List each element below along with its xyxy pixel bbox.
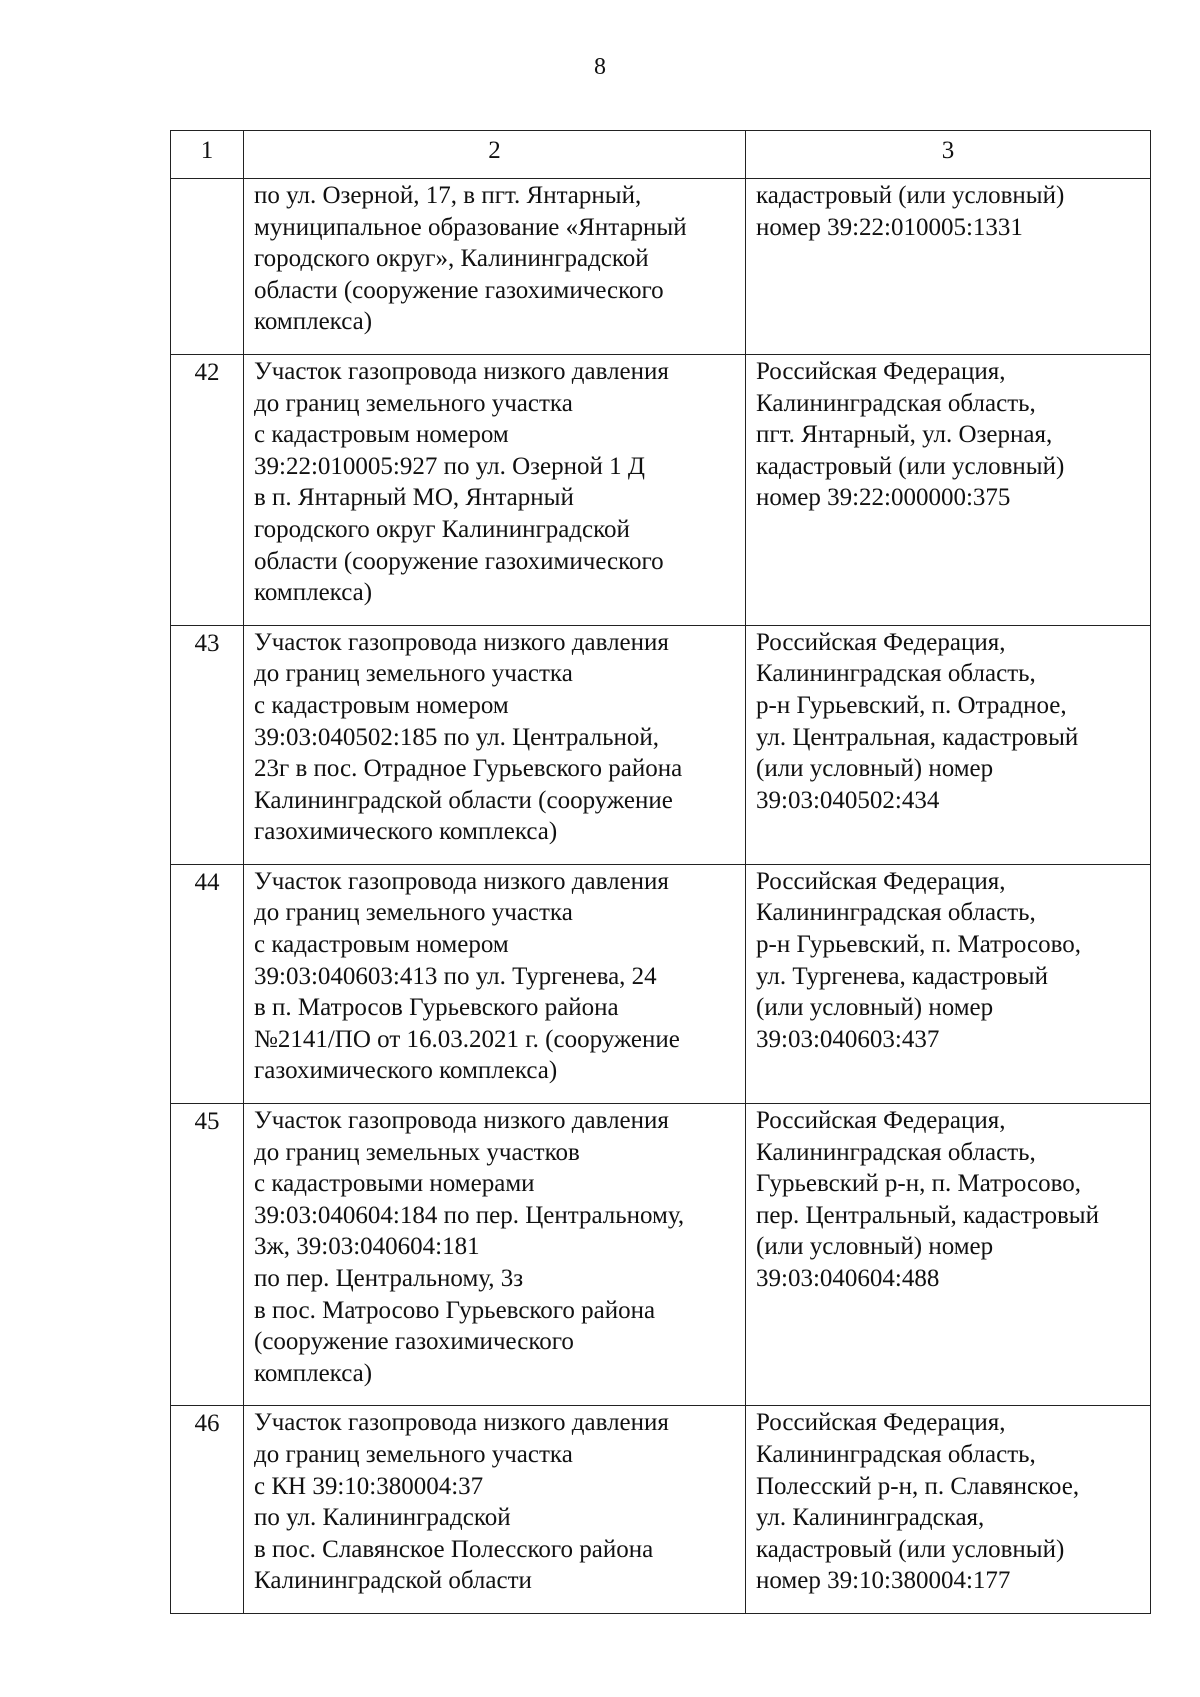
row-address: Российская Федерация, Калининградская область, р-н Гурьевский, п. Матросово, ул. Тургенева, кадастровый (или условный) номер 39:03:040603:437	[746, 864, 1151, 1103]
row-number: 42	[171, 354, 244, 625]
table-header-row	[171, 131, 1151, 179]
row-address: Российская Федерация, Калининградская область, Гурьевский р-н, п. Матросово, пер. Центральный, кадастровый (или условный) номер 39:03:040604:488	[746, 1104, 1151, 1406]
row-description: Участок газопровода низкого давления до границ земельного участка с кадастровым номером 39:03:040603:413 по ул. Тургенева, 24 в п. Матросов Гурьевского района №2141/ПО от 16.03.2021 г. (сооружение газохимического комплекса)	[244, 864, 746, 1103]
row-description: Участок газопровода низкого давления до границ земельного участка с кадастровым номером 39:03:040502:185 по ул. Центральной, 23г в пос. Отрадное Гурьевского района Калининградской области (сооружение газохимического комплекса)	[244, 625, 746, 864]
row-description: Участок газопровода низкого давления до границ земельных участков с кадастровыми номерами 39:03:040604:184 по пер. Центральному, 3ж, 39:03:040604:181 по пер. Центральному, 3з в пос. Матросово Гурьевского района (сооружение газохимического комплекса)	[244, 1104, 746, 1406]
row-number	[171, 179, 244, 355]
table-row	[171, 354, 1151, 625]
header-col-2: 2	[244, 131, 746, 179]
row-number: 43	[171, 625, 244, 864]
row-address: Российская Федерация, Калининградская область, р-н Гурьевский, п. Отрадное, ул. Центральная, кадастровый (или условный) номер 39:03:040502:434	[746, 625, 1151, 864]
table-row	[171, 1406, 1151, 1614]
row-address: Российская Федерация, Калининградская область, пгт. Янтарный, ул. Озерная, кадастровый (или условный) номер 39:22:000000:375	[746, 354, 1151, 625]
row-number: 44	[171, 864, 244, 1103]
table-row	[171, 625, 1151, 864]
header-col-1: 1	[171, 131, 244, 179]
row-number: 46	[171, 1406, 244, 1614]
row-description: по ул. Озерной, 17, в пгт. Янтарный, муниципальное образование «Янтарный городского округ», Калининградской области (сооружение газохимического комплекса)	[244, 179, 746, 355]
row-number: 45	[171, 1104, 244, 1406]
table-row	[171, 864, 1151, 1103]
row-address: Российская Федерация, Калининградская область, Полесский р-н, п. Славянское, ул. Калининградская, кадастровый (или условный) номер 39:10:380004:177	[746, 1406, 1151, 1614]
page-number: 8	[594, 54, 606, 80]
row-description: Участок газопровода низкого давления до границ земельного участка с кадастровым номером 39:22:010005:927 по ул. Озерной 1 Д в п. Янтарный МО, Янтарный городского округ Калининградской области (сооружение газохимического комплекса)	[244, 354, 746, 625]
data-table	[170, 130, 1151, 1614]
row-address: кадастровый (или условный) номер 39:22:010005:1331	[746, 179, 1151, 355]
header-col-3: 3	[746, 131, 1151, 179]
table-row	[171, 179, 1151, 355]
table-row	[171, 1104, 1151, 1406]
row-description: Участок газопровода низкого давления до границ земельного участка с КН 39:10:380004:37 по ул. Калининградской в пос. Славянское Полесского района Калининградской области	[244, 1406, 746, 1614]
